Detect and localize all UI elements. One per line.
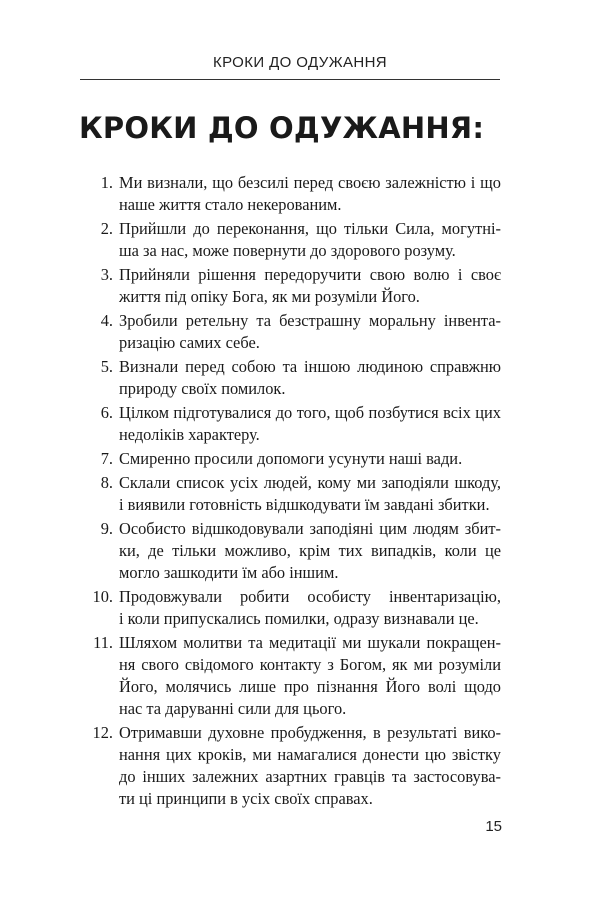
step-item (79, 448, 501, 470)
step-line: Ми визнали, що безсилі перед своєю залежністю і що (119, 173, 501, 192)
step-item (79, 218, 501, 262)
step-line: ша за нас, може повернути до здорового розуму. (119, 241, 456, 260)
step-line: Прийняли рішення передоручити свою волю і своє (119, 265, 501, 284)
step-line: Отримавши духовне пробудження, в результаті вико- (119, 723, 501, 742)
step-number: 7. (100, 449, 113, 468)
step-line: Продовжували робити особисту інвентаризацію, (119, 587, 501, 606)
step-text (119, 518, 501, 584)
step-text (119, 586, 501, 630)
running-header: КРОКИ ДО ОДУЖАННЯ (212, 54, 388, 71)
step-line: могло зашкодити їм або іншим. (119, 563, 339, 582)
step-number: 11. (93, 633, 113, 652)
step-line: наше життя стало некерованим. (119, 195, 342, 214)
step-item (79, 172, 501, 216)
steps-list (79, 172, 501, 812)
step-number: 9. (100, 519, 113, 538)
step-text (119, 722, 501, 810)
step-number: 5. (100, 357, 113, 376)
page-title: КРОКИ ДО ОДУЖАННЯ: (79, 111, 485, 146)
step-item (79, 518, 501, 584)
step-line: недоліків характеру. (119, 425, 260, 444)
step-line: ти ці принципи в усіх своїх справах. (119, 789, 373, 808)
step-text (119, 356, 501, 400)
step-number: 6. (100, 403, 113, 422)
step-text (119, 448, 501, 470)
step-line: Цілком підготувалися до того, щоб позбутися всіх цих (119, 403, 501, 422)
step-number: 2. (100, 219, 113, 238)
step-line: до інших залежних азартних гравців та застосовува- (119, 767, 501, 786)
step-text (119, 402, 501, 446)
step-item (79, 722, 501, 810)
step-number: 3. (100, 265, 113, 284)
step-line: Прийшли до переконання, що тільки Сила, могутні- (119, 219, 501, 238)
step-number: 8. (100, 473, 113, 492)
step-item (79, 586, 501, 630)
step-line: Склали список усіх людей, кому ми заподіяли шкоду, (119, 473, 501, 492)
step-line: ризацію самих себе. (119, 333, 260, 352)
step-number: 4. (100, 311, 113, 330)
step-item (79, 356, 501, 400)
step-line: Шляхом молитви та медитації ми шукали покращен- (119, 633, 501, 652)
step-line: Особисто відшкодовували заподіяні цим людям збит- (119, 519, 501, 538)
step-line: Смиренно просили допомоги усунути наші вади. (119, 449, 463, 468)
step-line: Зробили ретельну та безстрашну моральну інвента- (119, 311, 501, 330)
step-line: і виявили готовність відшкодувати їм завдані збитки. (119, 495, 490, 514)
step-line: Його, молячись лише про пізнання Його волі щодо (119, 677, 501, 696)
step-line: природу своїх помилок. (119, 379, 286, 398)
step-number: 12. (92, 723, 113, 742)
step-line: нання цих кроків, ми намагалися донести цю звістку (119, 745, 501, 764)
step-item (79, 632, 501, 720)
step-line: ня свого свідомого контакту з Богом, як ми розуміли (119, 655, 501, 674)
step-line: нас та даруванні сили для цього. (119, 699, 347, 718)
page-number: 15 (485, 818, 502, 835)
step-item (79, 472, 501, 516)
step-item (79, 402, 501, 446)
header-divider (80, 79, 500, 80)
step-text (119, 472, 501, 516)
step-text (119, 632, 501, 720)
step-line: і коли припускались помилки, одразу визнавали це. (119, 609, 479, 628)
step-line: життя під опіку Бога, як ми розуміли Його. (119, 287, 420, 306)
step-line: ки, де тільки можливо, крім тих випадків, коли це (119, 541, 501, 560)
step-text (119, 218, 501, 262)
step-text (119, 264, 501, 308)
step-item (79, 310, 501, 354)
step-text (119, 310, 501, 354)
step-item (79, 264, 501, 308)
step-number: 1. (100, 173, 113, 192)
step-line: Визнали перед собою та іншою людиною справжню (119, 357, 501, 376)
step-text (119, 172, 501, 216)
step-number: 10. (92, 587, 113, 606)
